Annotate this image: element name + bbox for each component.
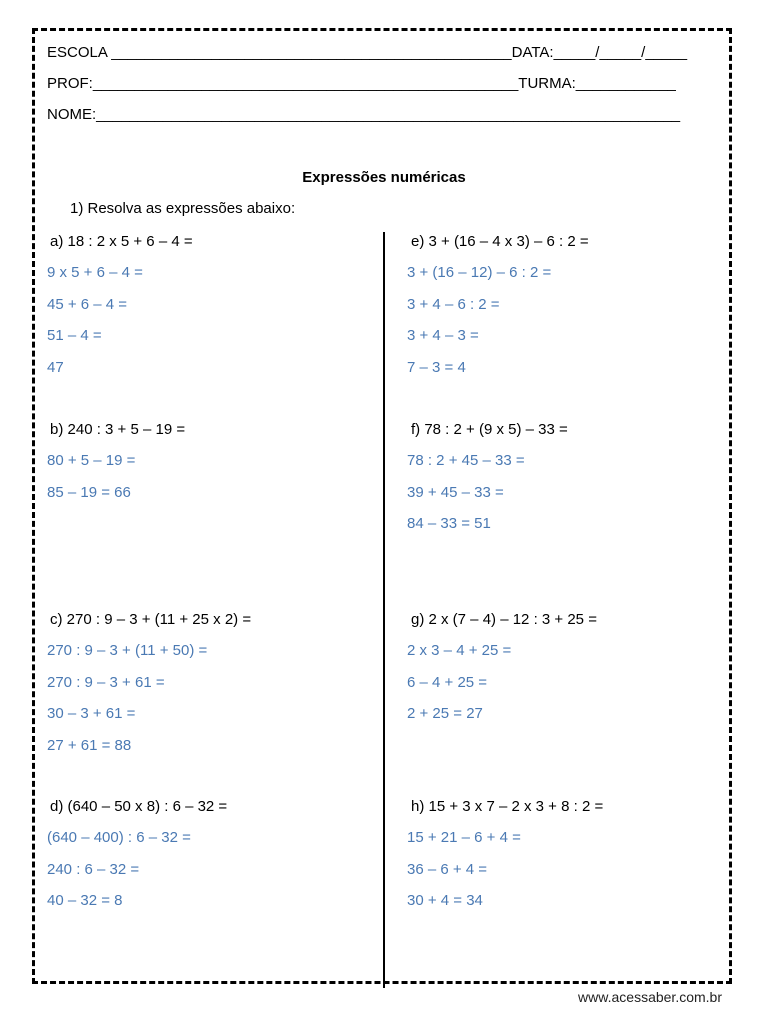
solution-step: 2 + 25 = 27	[407, 705, 483, 723]
worksheet-title: Expressões numéricas	[302, 169, 466, 186]
solution-step: 51 – 4 =	[47, 327, 102, 345]
solution-step: 45 + 6 – 4 =	[47, 295, 128, 313]
solution-step: 47	[47, 358, 64, 376]
solution-step: 3 + 4 – 6 : 2 =	[407, 295, 500, 313]
solution-step: 80 + 5 – 19 =	[47, 452, 136, 470]
solution-step: 270 : 9 – 3 + 61 =	[47, 673, 165, 691]
solution-step: 30 + 4 = 34	[407, 892, 483, 910]
solution-step: 270 : 9 – 3 + (11 + 50) =	[47, 642, 208, 660]
header-escola-line: ESCOLA ________________________________________________DATA:_____/_____/_____	[47, 44, 688, 61]
solution-step: 30 – 3 + 61 =	[47, 705, 136, 723]
solution-step: 27 + 61 = 88	[47, 736, 132, 754]
exercise-question: c) 270 : 9 – 3 + (11 + 25 x 2) =	[50, 611, 252, 628]
solution-step: (640 – 400) : 6 – 32 =	[47, 829, 191, 847]
solution-step: 2 x 3 – 4 + 25 =	[407, 642, 512, 660]
solution-step: 15 + 21 – 6 + 4 =	[407, 829, 521, 847]
exercise-question: e) 3 + (16 – 4 x 3) – 6 : 2 =	[411, 233, 589, 250]
exercise-question: f) 78 : 2 + (9 x 5) – 33 =	[411, 421, 568, 438]
header-nome-line: NOME:______________________________________________________________________	[47, 106, 681, 123]
header-prof-line: PROF:___________________________________________________TURMA:____________	[47, 75, 676, 92]
solution-step: 7 – 3 = 4	[407, 358, 466, 376]
exercise-question: h) 15 + 3 x 7 – 2 x 3 + 8 : 2 =	[411, 798, 604, 815]
exercise-question: b) 240 : 3 + 5 – 19 =	[50, 421, 186, 438]
solution-step: 9 x 5 + 6 – 4 =	[47, 264, 143, 282]
exercise-question: d) (640 – 50 x 8) : 6 – 32 =	[50, 798, 228, 815]
footer-url: www.acessaber.com.br	[578, 989, 722, 1005]
solution-step: 85 – 19 = 66	[47, 483, 131, 501]
exercise-question: g) 2 x (7 – 4) – 12 : 3 + 25 =	[411, 611, 597, 628]
exercise-question: a) 18 : 2 x 5 + 6 – 4 =	[50, 233, 193, 250]
solution-step: 40 – 32 = 8	[47, 892, 123, 910]
solution-step: 3 + (16 – 12) – 6 : 2 =	[407, 264, 552, 282]
column-divider	[383, 232, 385, 988]
solution-step: 39 + 45 – 33 =	[407, 483, 504, 501]
solution-step: 84 – 33 = 51	[407, 515, 491, 533]
solution-step: 240 : 6 – 32 =	[47, 860, 140, 878]
instruction: 1) Resolva as expressões abaixo:	[70, 200, 296, 217]
solution-step: 6 – 4 + 25 =	[407, 673, 488, 691]
solution-step: 36 – 6 + 4 =	[407, 860, 488, 878]
solution-step: 3 + 4 – 3 =	[407, 327, 479, 345]
solution-step: 78 : 2 + 45 – 33 =	[407, 452, 525, 470]
